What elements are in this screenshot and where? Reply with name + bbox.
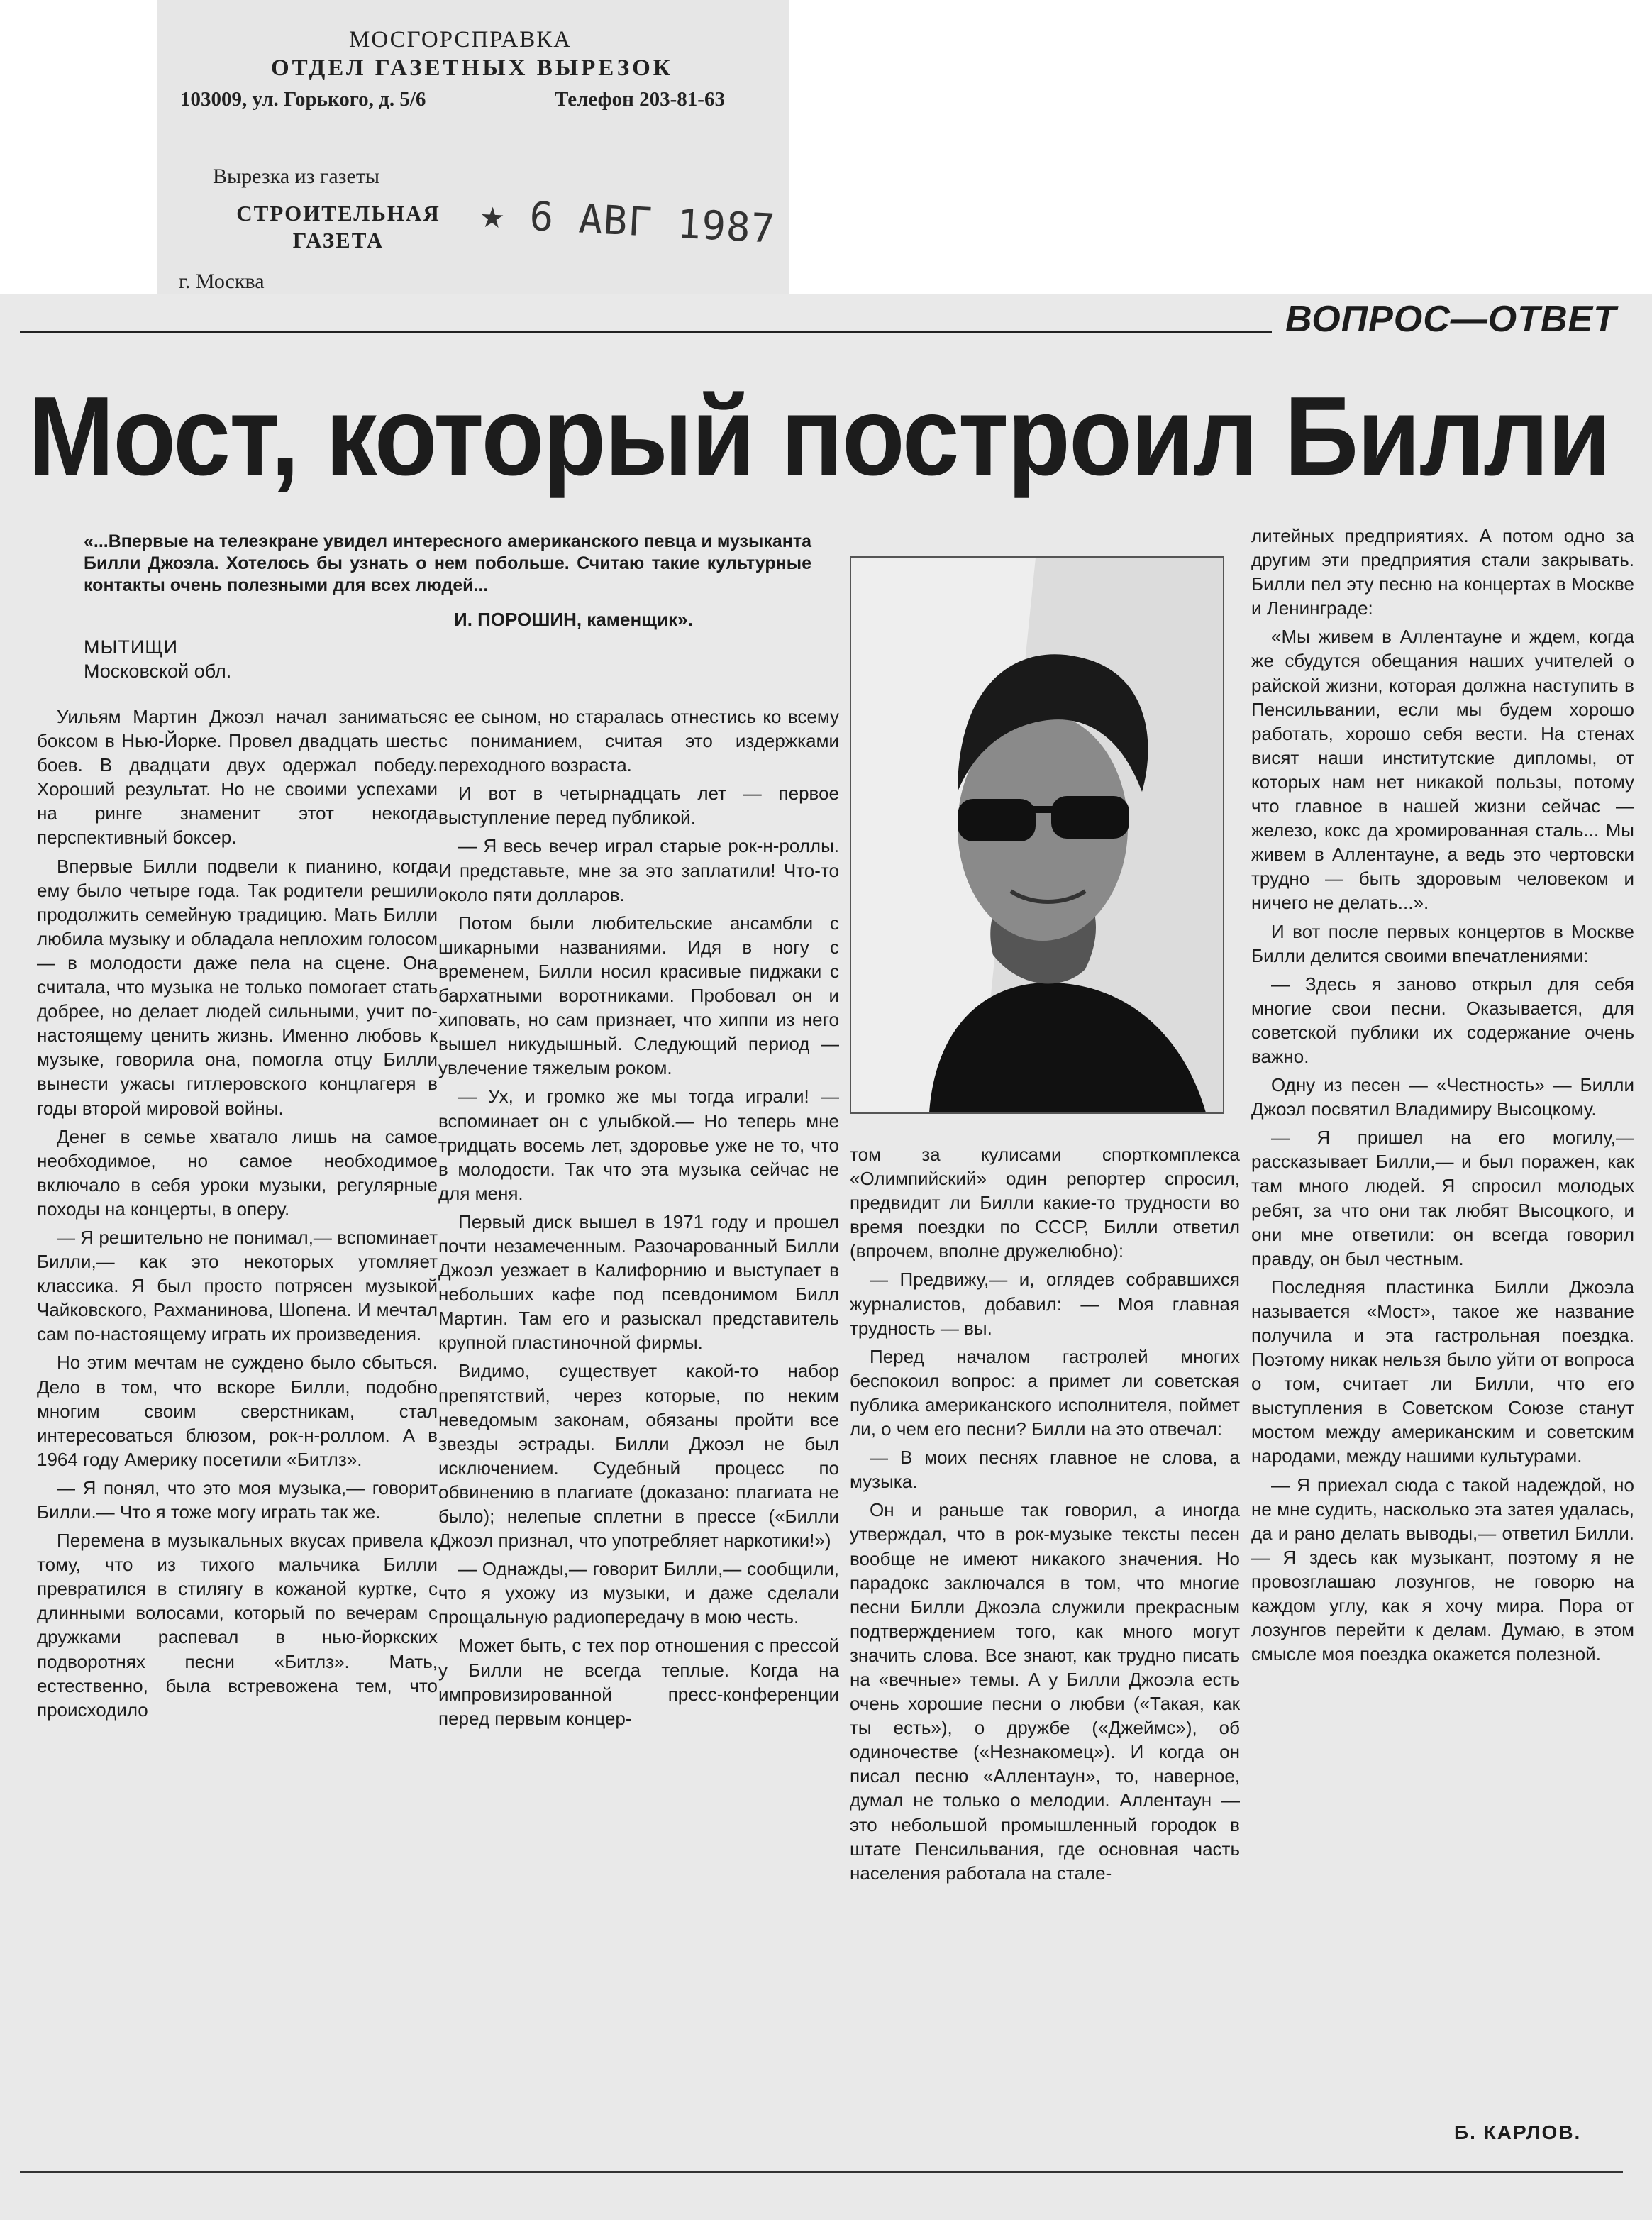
agency-address: 103009, ул. Горького, д. 5/6 — [180, 88, 426, 111]
department-name: ОТДЕЛ ГАЗЕТНЫХ ВЫРЕЗОК — [271, 55, 673, 81]
paragraph: — Я весь вечер играл старые рок-н-роллы. И представьте, мне за это заплатили! Что-то около пяти долларов. — [438, 835, 839, 905]
paragraph: Может быть, с тех пор отношения с прессой у Билли не всегда теплые. Когда на импровизированной пресс-конференции перед первым концер- — [438, 1635, 839, 1729]
portrait-photo — [850, 556, 1224, 1114]
paragraph: Первый диск вышел в 1971 году и прошел почти незамеченным. Разочарованный Билли Джоэл уезжает в Калифорнию и выступает в небольших кафе под псевдонимом Билл Мартин. Там его и разыскал представитель крупной пластиночной фирмы. — [438, 1210, 839, 1354]
rubric: ВОПРОС—ОТВЕТ — [1285, 299, 1617, 340]
paragraph: с ее сыном, но старалась отнестись ко всему с пониманием, считая это издержками переходного возраста. — [438, 706, 839, 776]
paragraph: — Я приехал сюда с такой надеждой, но не мне судить, насколько эта затея удалась, да и рано делать выводы,— ответил Билли.— Я здесь как музыкант, поэтому я не провозглашаю лозунгов, не говорю на каждом углу, как я хочу мира. Пора от лозунгов перейти к делам. Думаю, в этом смысле моя поездка окажется полезной. — [1251, 1474, 1634, 1665]
newspaper-name: СТРОИТЕЛЬНАЯ ГАЗЕТА — [236, 201, 440, 253]
article-column-2 — [438, 705, 839, 1735]
paragraph: Перемена в музыкальных вкусах привела к тому, что из тихого мальчика Билли превратился в стилягу в кожаной куртке, с длинными волосами, который по вечерам с дружками распевал в нью-йоркских подворотнях песни «Битлз». Мать, естественно, была встревожена тем, что происходило — [37, 1530, 438, 1721]
paragraph: — Здесь я заново открыл для себя многие свои песни. Оказывается, для советской публики их содержание очень важно. — [1251, 973, 1634, 1067]
clipping-label — [157, 0, 789, 302]
letter-place — [84, 635, 231, 683]
headline: Мост, который построил Билли — [28, 374, 1610, 499]
paragraph: Он и раньше так говорил, а иногда утверждал, что в рок-музыке тексты песен вообще не имеют никакого значения. Но парадокс заключался в том, что многие песни Билли Джоэла служили прекрасным подтверждением того, как много могут значить слова. Все знают, как трудно писать на «вечные» темы. А у Билли Джоэла есть очень хорошие песни о любви («Такая, как ты есть»), о дружбе («Джеймс»), об одиночестве («Незнакомец»). И когда он писал песню «Аллентаун», то, наверное, думал не только о мелодии. Аллентаун — это небольшой промышленный городок в штате Пенсильвания, где основная часть населения работала на стале- — [850, 1499, 1240, 1884]
paragraph: «Мы живем в Аллентауне и ждем, когда же сбудутся обещания наших учителей о райской жизни, которая должна наступить в Пенсильвании, если мы будем хорошо работать, хорошо себя вести. На стенах висят наши институтские дипломы, от которых нам нет никакой пользы, потому что главное в нашей жизни сейчас — железо, кокс да хромированная сталь... Мы живем в Аллентауне, а ведь это чертовски трудно — быть здоровым человеком и ничего не делать...». — [1251, 626, 1634, 914]
agency-name: МОСГОРСПРАВКА — [349, 27, 572, 53]
paragraph: — Я пришел на его могилу,— рассказывает Билли,— и был поражен, как там много людей. Я спросил молодых ребят, за что они так любят Высоцкого, и они мне ответили: он всегда говорил правду, он был честным. — [1251, 1127, 1634, 1269]
paragraph: И вот после первых концертов в Москве Билли делится своими впечатлениями: — [1251, 920, 1634, 966]
paragraph: Одну из песен — «Честность» — Билли Джоэл посвятил Владимиру Высоцкому. — [1251, 1074, 1634, 1120]
paragraph: том за кулисами спорткомплекса «Олимпийский» один репортер спросил, предвидит ли Билли какие-то трудности во время поездки по СССР, Билли ответил (впрочем, вполне дружелюбно): — [850, 1144, 1240, 1262]
place-region: Московской обл. — [84, 661, 232, 682]
bottom-rule — [20, 2171, 1623, 2173]
paragraph: литейных предприятиях. А потом одно за другим эти предприятия стали закрывать. Билли пел эту песню на концертах в Москве и Ленинграде: — [1251, 525, 1634, 619]
article-column-4 — [1251, 524, 1634, 1670]
slip-city: г. Москва — [179, 270, 265, 293]
paragraph: Видимо, существует какой-то набор препятствий, через которые, по неким неведомым законам, обязаны пройти все звезды эстрады. Билли Джоэл не был исключением. Судебный процесс по обвинению в плагиате (доказано: плагиата не было); нелепые сплетни в прессе («Билли Джоэл признал, что употребляет наркотики!») — [438, 1360, 839, 1552]
paragraph: — Однажды,— говорит Билли,— сообщили, что я ухожу из музыки, и даже сделали прощальную радиопередачу в мою честь. — [438, 1558, 839, 1628]
letter-signer: И. ПОРОШИН, каменщик». — [454, 609, 693, 630]
agency-phone: Телефон 203-81-63 — [555, 88, 725, 111]
article-column-1 — [37, 705, 438, 1726]
paragraph: Впервые Билли подвели к пианино, когда ему было четыре года. Так родители решили продолжить семейную традицию. Мать Билли любила музыку и обладала неплохим голосом — в молодости даже пела на сцене. Она считала, что музыка не только помогает стать добрее, но делает людей сильными, учит по-настоящему ценить жизнь. Именно любовь к музыке, говорила она, помогла отцу Билли вынести ужасы гитлеровского концлагеря в годы второй мировой войны. — [37, 855, 438, 1119]
paragraph: — Ух, и громко же мы тогда играли! — вспоминает он с улыбкой.— Но теперь мне тридцать восемь лет, здоровье уже не то, что в молодости. Так что эта музыка сейчас не для меня. — [438, 1086, 839, 1204]
author-byline: Б. КАРЛОВ. — [1454, 2121, 1582, 2143]
cutting-label: Вырезка из газеты — [213, 165, 380, 188]
paragraph: Денег в семье хватало лишь на самое необходимое, но самое необходимое включало в себя уроки музыки, регулярные походы на концерты, в оперу. — [37, 1125, 438, 1220]
paragraph: Последняя пластинка Билли Джоэла называется «Мост», такое же название получила и эта гастрольная поездка. Поэтому никак нельзя было уйти от вопроса о том, считает ли Билли, что его выступления в Советском Союзе станут мостом между американским и советским народами, между нашими культурами. — [1251, 1276, 1634, 1467]
rubric-rule — [20, 331, 1272, 333]
place-city: МЫТИЩИ — [84, 636, 179, 658]
paragraph: И вот в четырнадцать лет — первое выступление перед публикой. — [438, 783, 839, 829]
portrait-illustration — [851, 558, 1223, 1112]
paragraph: Потом были любительские ансамбли с шикарными названиями. Идя в ногу с временем, Билли носил красивые пиджаки с бархатными воротниками. Пробовал он и хиповать, но сам признает, что хиппи из него вышел никудышный. Следующий период — увлечение тяжелым роком. — [438, 912, 839, 1079]
date-stamp: ★ 6 АВГ 1987 — [479, 191, 777, 253]
reader-letter: «...Впервые на телеэкране увидел интересного американского певца и музыканта Билли Джоэла. Хотелось бы узнать о нем побольше. Считаю такие культурные контакты очень полезными для всех людей... — [84, 531, 811, 595]
paragraph: — Я решительно не понимал,— вспоминает Билли,— как это некоторых утомляет классика. Я был просто потрясен музыкой Чайковского, Рахманинова, Шопена. И мечтал сам по-настоящему играть их произведения. — [37, 1226, 438, 1345]
paragraph: Уильям Мартин Джоэл начал заниматься боксом в Нью-Йорке. Провел двадцать шесть боев. В двадцати двух одержал победу. Хороший результат. Но не своими успехами на ринге знаменит этот некогда перспективный боксер. — [37, 706, 438, 849]
paragraph: Но этим мечтам не суждено было сбыться. Дело в том, что вскоре Билли, подобно многим своим сверстникам, стал интересоваться блюзом, рок-н-роллом. А в 1964 году Америку посетили «Битлз». — [37, 1352, 438, 1470]
paragraph: — Я понял, что это моя музыка,— говорит Билли.— Что я тоже могу играть так же. — [37, 1476, 438, 1523]
paragraph: — Предвижу,— и, оглядев собравшихся журналистов, добавил: — Моя главная трудность — вы. — [850, 1269, 1240, 1339]
paragraph: Перед началом гастролей многих беспокоил вопрос: а примет ли советская публика американского исполнителя, поймет ли, о чем его песни? Билли на это отвечал: — [850, 1345, 1240, 1440]
paragraph: — В моих песнях главное не слова, а музыка. — [850, 1447, 1240, 1493]
article-column-3 — [850, 1142, 1240, 1889]
